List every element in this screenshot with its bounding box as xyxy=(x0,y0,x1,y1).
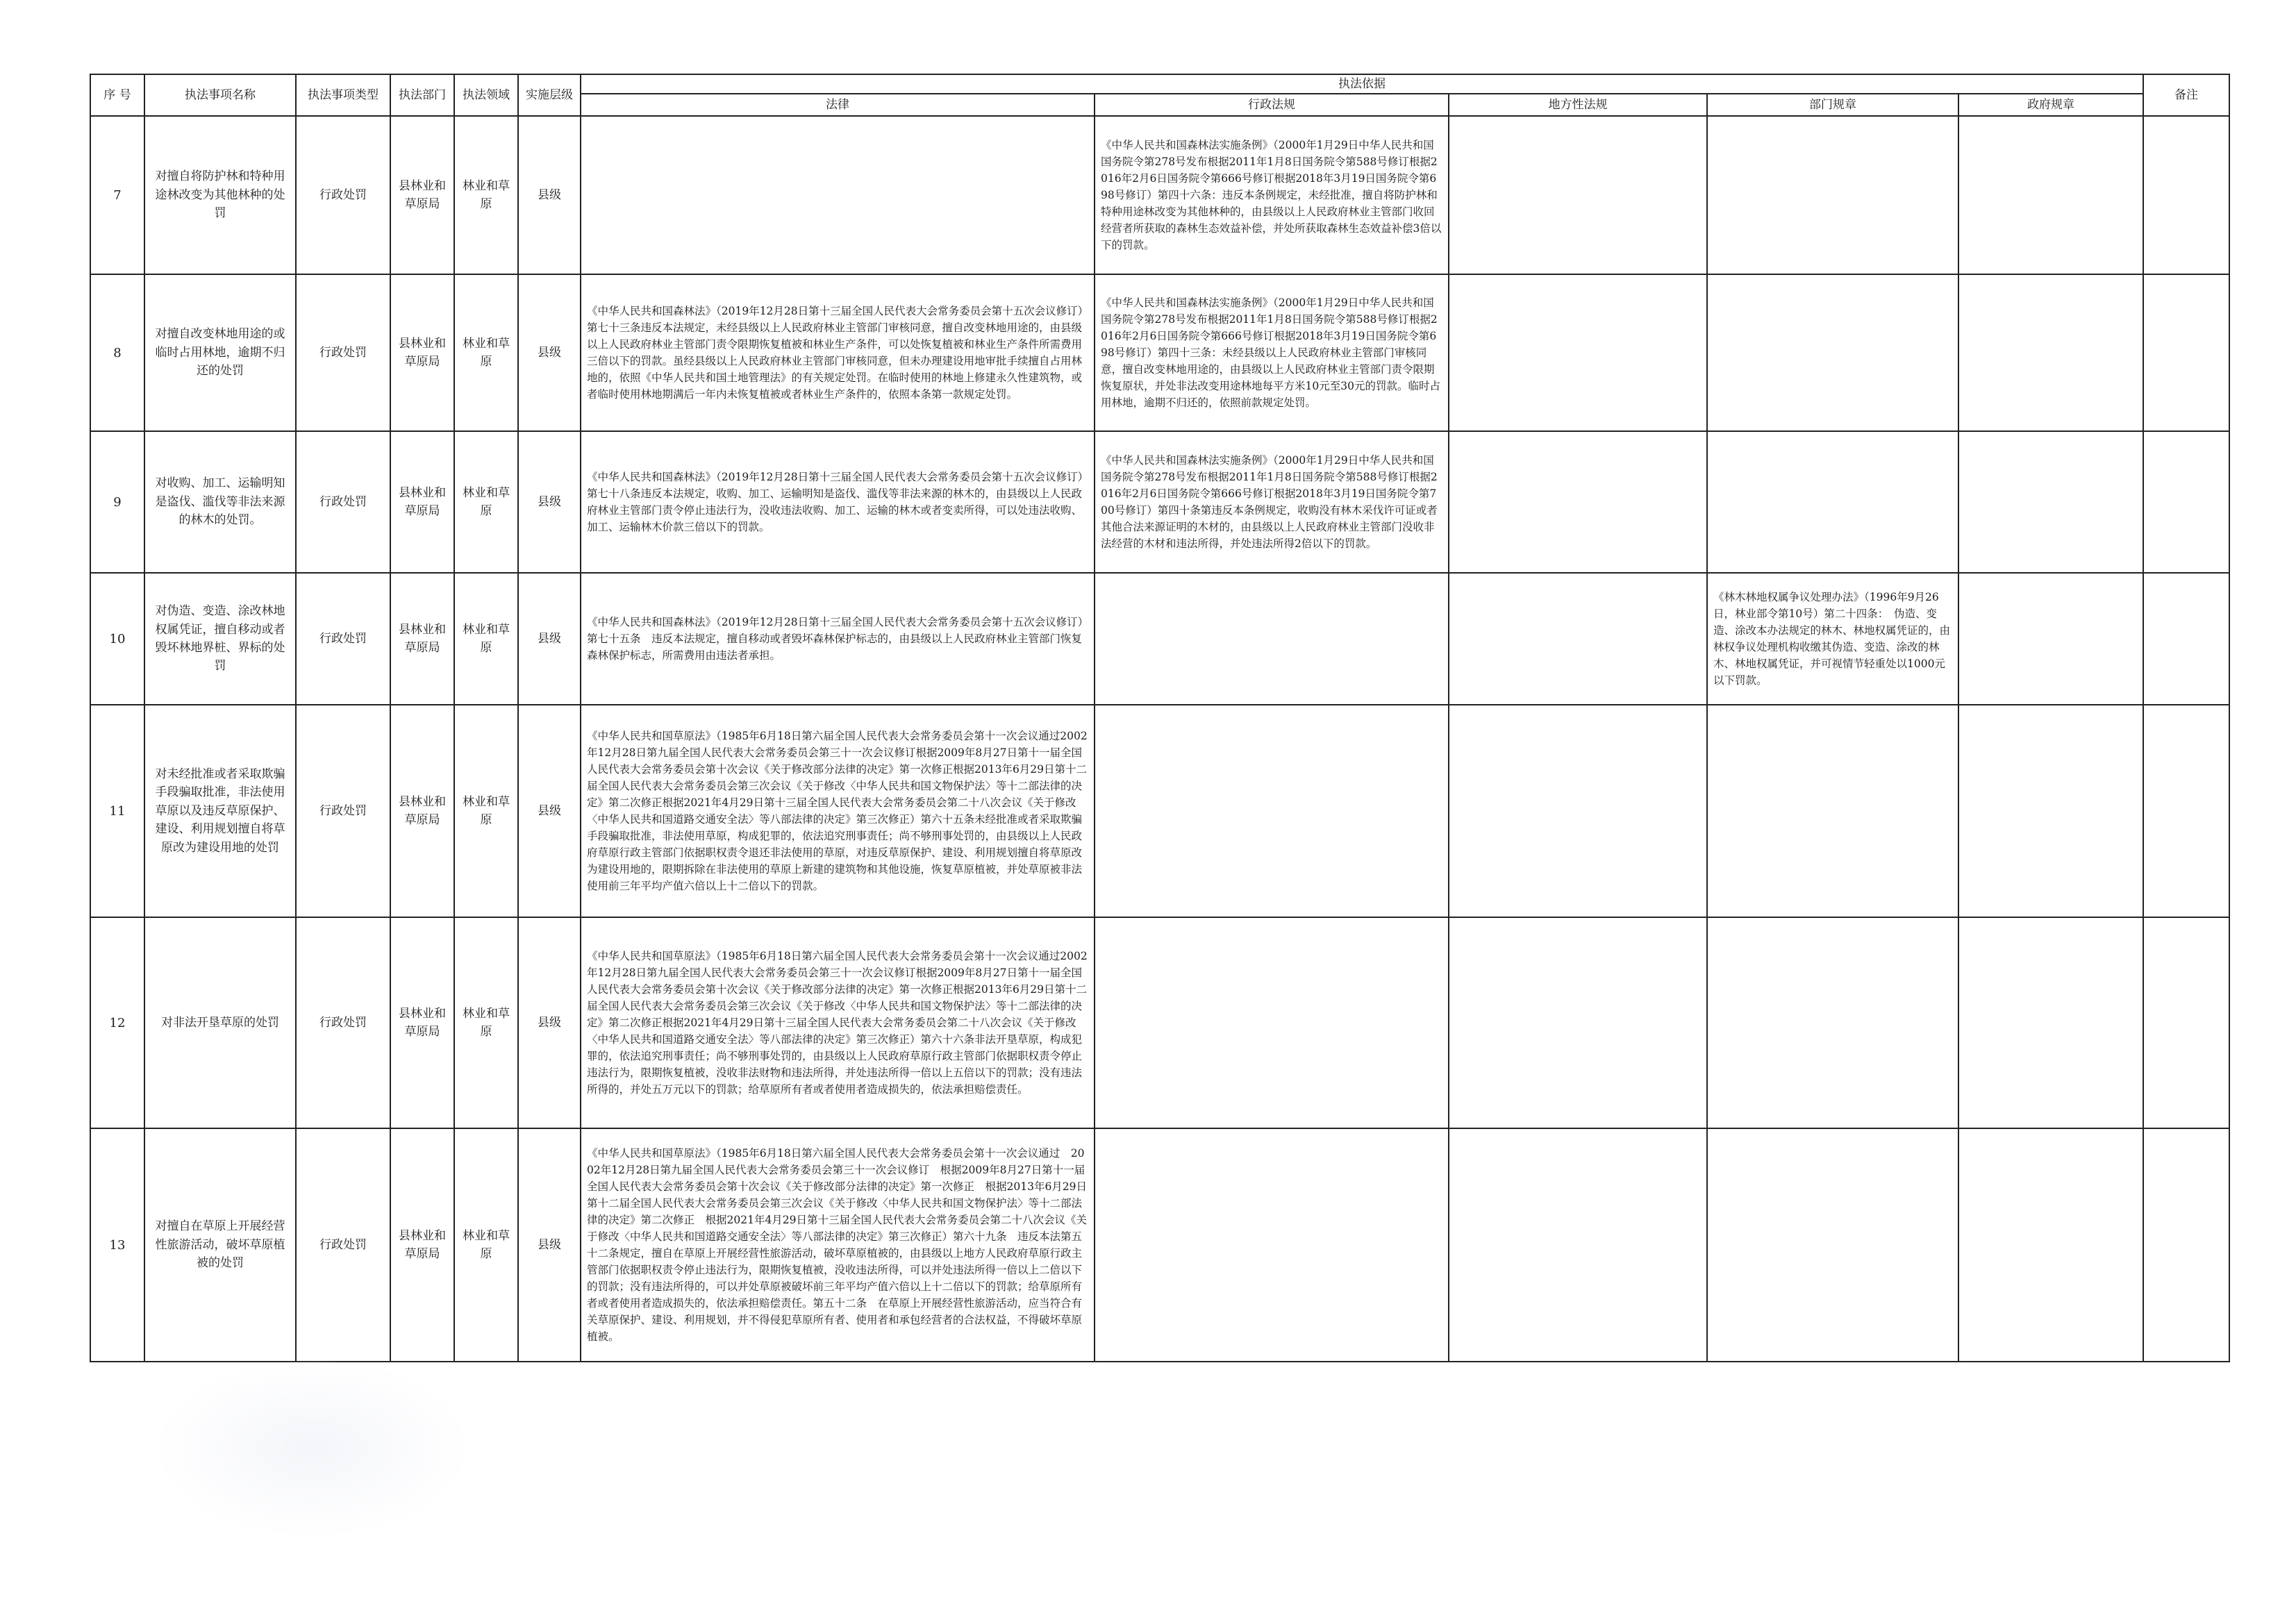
cell-level: 县级 xyxy=(518,274,581,431)
cell-dept-rule xyxy=(1707,274,1958,431)
cell-seq: 7 xyxy=(90,116,144,274)
cell-seq: 9 xyxy=(90,431,144,573)
table-row xyxy=(90,573,2229,705)
cell-seq: 8 xyxy=(90,274,144,431)
cell-law: 《中华人民共和国森林法》（2019年12月28日第十三届全国人民代表大会常务委员会第十五次会议修订）第七十三条违反本法规定，未经县级以上人民政府林业主管部门审核同意，擅自改变林地用途的，由县级以上人民政府林业主管部门责令限期恢复植被和林业生产条件，可以处恢复植被和林业生产条件所需费用三倍以下的罚款。虽经县级以上人民政府林业主管部门审核同意，但未办理建设用地审批手续擅自占用林地的，依照《中华人民共和国土地管理法》的有关规定处罚。在临时使用的林地上修建永久性建筑物，或者临时使用林地期满后一年内未恢复植被或者林业生产条件的，依照本条第一款规定处罚。 xyxy=(581,274,1095,431)
cell-gov-rule xyxy=(1958,274,2143,431)
cell-level: 县级 xyxy=(518,116,581,274)
cell-local-reg xyxy=(1449,431,1707,573)
cell-dept-rule xyxy=(1707,431,1958,573)
cell-dept: 县林业和草原局 xyxy=(390,1128,454,1362)
cell-seq: 11 xyxy=(90,705,144,917)
table-row xyxy=(90,274,2229,431)
cell-remark xyxy=(2143,116,2229,274)
cell-dept: 县林业和草原局 xyxy=(390,705,454,917)
cell-item-name: 对擅自改变林地用途的或临时占用林地，逾期不归还的处罚 xyxy=(144,274,296,431)
cell-field: 林业和草原 xyxy=(454,1128,518,1362)
faint-stamp-mark xyxy=(160,1361,465,1535)
table-row xyxy=(90,116,2229,274)
cell-remark xyxy=(2143,431,2229,573)
header-row-top xyxy=(90,74,2229,94)
cell-remark xyxy=(2143,705,2229,917)
cell-dept-rule: 《林木林地权属争议处理办法》（1996年9月26日，林业部令第10号）第二十四条： 伪造、变造、涂改本办法规定的林木、林地权属凭证的，由林权争议处理机构收缴其伪造、变造、涂改的林木、林地权属凭证，并可视情节轻重处以1000元以下罚款。 xyxy=(1707,573,1958,705)
cell-admin-reg xyxy=(1095,1128,1449,1362)
cell-field: 林业和草原 xyxy=(454,274,518,431)
cell-item-type: 行政处罚 xyxy=(296,116,390,274)
cell-admin-reg: 《中华人民共和国森林法实施条例》（2000年1月29日中华人民共和国国务院令第278号发布根据2011年1月8日国务院令第588号修订根据2016年2月6日国务院令第666号修订根据2018年3月19日国务院令第700号修订）第四十条第违反本条例规定，收购没有林木采伐许可证或者其他合法来源证明的木材的，由县级以上人民政府林业主管部门没收非法经营的木材和违法所得，并处违法所得2倍以下的罚款。 xyxy=(1095,431,1449,573)
cell-gov-rule xyxy=(1958,116,2143,274)
cell-law xyxy=(581,116,1095,274)
cell-item-name: 对非法开垦草原的处罚 xyxy=(144,917,296,1128)
cell-law: 《中华人民共和国草原法》（1985年6月18日第六届全国人民代表大会常务委员会第十一次会议通过2002年12月28日第九届全国人民代表大会常务委员会第三十一次会议修订根据2009年8月27日第十一届全国人民代表大会常务委员会第十次会议《关于修改部分法律的决定》第一次修正根据2013年6月29日第十二届全国人民代表大会常务委员会第三次会议《关于修改〈中华人民共和国文物保护法〉等十二部法律的决定》第二次修正根据2021年4月29日第十三届全国人民代表大会常务委员会第二十八次会议《关于修改〈中华人民共和国道路交通安全法〉等八部法律的决定》第三次修正）第六十六条非法开垦草原，构成犯罪的，依法追究刑事责任；尚不够刑事处罚的，由县级以上人民政府草原行政主管部门依据职权责令停止违法行为，限期恢复植被，没收非法财物和违法所得，并处违法所得一倍以上五倍以下的罚款；没有违法所得的，并处五万元以下的罚款；给草原所有者或者使用者造成损失的，依法承担赔偿责任。 xyxy=(581,917,1095,1128)
cell-admin-reg: 《中华人民共和国森林法实施条例》（2000年1月29日中华人民共和国国务院令第278号发布根据2011年1月8日国务院令第588号修订根据2016年2月6日国务院令第666号修订根据2018年3月19日国务院令第698号修订）第四十三条：未经县级以上人民政府林业主管部门审核同意，擅自改变林地用途的，由县级以上人民政府林业主管部门责令限期恢复原状，并处非法改变用途林地每平方米10元至30元的罚款。临时占用林地，逾期不归还的，依照前款规定处罚。 xyxy=(1095,274,1449,431)
header-level: 实施层级 xyxy=(518,74,581,116)
cell-remark xyxy=(2143,1128,2229,1362)
header-local-reg: 地方性法规 xyxy=(1449,94,1707,116)
table-row xyxy=(90,1128,2229,1362)
header-item-name: 执法事项名称 xyxy=(144,74,296,116)
cell-admin-reg xyxy=(1095,705,1449,917)
cell-level: 县级 xyxy=(518,573,581,705)
cell-field: 林业和草原 xyxy=(454,431,518,573)
cell-dept-rule xyxy=(1707,917,1958,1128)
header-gov-rule: 政府规章 xyxy=(1958,94,2143,116)
table-row xyxy=(90,431,2229,573)
cell-dept: 县林业和草原局 xyxy=(390,917,454,1128)
cell-remark xyxy=(2143,274,2229,431)
cell-level: 县级 xyxy=(518,917,581,1128)
cell-item-name: 对未经批准或者采取欺骗手段骗取批准，非法使用草原以及违反草原保护、建设、利用规划擅自将草原改为建设用地的处罚 xyxy=(144,705,296,917)
cell-law: 《中华人民共和国草原法》（1985年6月18日第六届全国人民代表大会常务委员会第十一次会议通过 2002年12月28日第九届全国人民代表大会常务委员会第三十一次会议修订 根据2009年8月27日第十一届全国人民代表大会常务委员会第十次会议《关于修改部分法律的决定》第一次修正 根据2013年6月29日第十二届全国人民代表大会常务委员会第三次会议《关于修改〈中华人民共和国文物保护法〉等十二部法律的决定》第二次修正 根据2021年4月29日第十三届全国人民代表大会常务委员会第二十八次会议《关于修改〈中华人民共和国道路交通安全法〉等八部法律的决定》第三次修正）第六十九条 违反本法第五十二条规定，擅自在草原上开展经营性旅游活动，破坏草原植被的，由县级以上地方人民政府草原行政主管部门依据职权责令停止违法行为，限期恢复植被，没收违法所得，可以并处违法所得一倍以上二倍以下的罚款；没有违法所得的，可以并处草原被破坏前三年平均产值六倍以上十二倍以下的罚款；给草原所有者或者使用者造成损失的，依法承担赔偿责任。第五十二条 在草原上开展经营性旅游活动，应当符合有关草原保护、建设、利用规划，并不得侵犯草原所有者、使用者和承包经营者的合法权益，不得破坏草原植被。 xyxy=(581,1128,1095,1362)
cell-dept: 县林业和草原局 xyxy=(390,431,454,573)
cell-item-type: 行政处罚 xyxy=(296,274,390,431)
cell-level: 县级 xyxy=(518,1128,581,1362)
cell-local-reg xyxy=(1449,573,1707,705)
cell-item-name: 对擅自将防护林和特种用途林改变为其他林种的处罚 xyxy=(144,116,296,274)
cell-local-reg xyxy=(1449,1128,1707,1362)
header-remark: 备注 xyxy=(2143,74,2229,116)
cell-seq: 12 xyxy=(90,917,144,1128)
cell-dept-rule xyxy=(1707,116,1958,274)
cell-item-type: 行政处罚 xyxy=(296,705,390,917)
enforcement-table xyxy=(90,74,2230,1362)
cell-field: 林业和草原 xyxy=(454,573,518,705)
header-seq: 序 号 xyxy=(90,74,144,116)
cell-seq: 13 xyxy=(90,1128,144,1362)
cell-field: 林业和草原 xyxy=(454,116,518,274)
cell-remark xyxy=(2143,917,2229,1128)
cell-admin-reg xyxy=(1095,917,1449,1128)
cell-field: 林业和草原 xyxy=(454,917,518,1128)
cell-dept: 县林业和草原局 xyxy=(390,274,454,431)
cell-dept-rule xyxy=(1707,1128,1958,1362)
cell-gov-rule xyxy=(1958,1128,2143,1362)
cell-gov-rule xyxy=(1958,917,2143,1128)
cell-gov-rule xyxy=(1958,573,2143,705)
header-dept: 执法部门 xyxy=(390,74,454,116)
cell-gov-rule xyxy=(1958,705,2143,917)
cell-item-type: 行政处罚 xyxy=(296,917,390,1128)
header-dept-rule: 部门规章 xyxy=(1707,94,1958,116)
table-row xyxy=(90,705,2229,917)
cell-gov-rule xyxy=(1958,431,2143,573)
cell-dept: 县林业和草原局 xyxy=(390,116,454,274)
cell-admin-reg xyxy=(1095,573,1449,705)
cell-local-reg xyxy=(1449,274,1707,431)
header-law: 法律 xyxy=(581,94,1095,116)
header-admin-reg: 行政法规 xyxy=(1095,94,1449,116)
cell-level: 县级 xyxy=(518,431,581,573)
cell-item-type: 行政处罚 xyxy=(296,431,390,573)
cell-dept: 县林业和草原局 xyxy=(390,573,454,705)
cell-dept-rule xyxy=(1707,705,1958,917)
cell-seq: 10 xyxy=(90,573,144,705)
cell-law: 《中华人民共和国森林法》（2019年12月28日第十三届全国人民代表大会常务委员会第十五次会议修订）第七十五条 违反本法规定，擅自移动或者毁坏森林保护标志的，由县级以上人民政府林业主管部门恢复森林保护标志，所需费用由违法者承担。 xyxy=(581,573,1095,705)
cell-item-name: 对伪造、变造、涂改林地权属凭证，擅自移动或者毁坏林地界桩、界标的处罚 xyxy=(144,573,296,705)
enforcement-table-sheet xyxy=(90,74,2229,1362)
cell-law: 《中华人民共和国草原法》（1985年6月18日第六届全国人民代表大会常务委员会第十一次会议通过2002年12月28日第九届全国人民代表大会常务委员会第三十一次会议修订根据2009年8月27日第十一届全国人民代表大会常务委员会第十次会议《关于修改部分法律的决定》第一次修正根据2013年6月29日第十二届全国人民代表大会常务委员会第三次会议《关于修改〈中华人民共和国文物保护法〉等十二部法律的决定》第二次修正根据2021年4月29日第十三届全国人民代表大会常务委员会第二十八次会议《关于修改〈中华人民共和国道路交通安全法〉等八部法律的决定》第三次修正）第六十五条未经批准或者采取欺骗手段骗取批准，非法使用草原，构成犯罪的，依法追究刑事责任；尚不够刑事处罚的，由县级以上人民政府草原行政主管部门依据职权责令退还非法使用的草原，对违反草原保护、建设、利用规划擅自将草原改为建设用地的，限期拆除在非法使用的草原上新建的建筑物和其他设施，恢复草原植被，并处草原被非法使用前三年平均产值六倍以上十二倍以下的罚款。 xyxy=(581,705,1095,917)
cell-level: 县级 xyxy=(518,705,581,917)
table-row xyxy=(90,917,2229,1128)
cell-item-name: 对收购、加工、运输明知是盗伐、滥伐等非法来源的林木的处罚。 xyxy=(144,431,296,573)
cell-local-reg xyxy=(1449,917,1707,1128)
cell-admin-reg: 《中华人民共和国森林法实施条例》（2000年1月29日中华人民共和国国务院令第278号发布根据2011年1月8日国务院令第588号修订根据2016年2月6日国务院令第666号修订根据2018年3月19日国务院令第698号修订）第四十六条：违反本条例规定，未经批准，擅自将防护林和特种用途林改变为其他林种的，由县级以上人民政府林业主管部门收回经营者所获取的森林生态效益补偿，并处所获取森林生态效益补偿3倍以下的罚款。 xyxy=(1095,116,1449,274)
cell-field: 林业和草原 xyxy=(454,705,518,917)
header-basis: 执法依据 xyxy=(581,74,2143,94)
header-field: 执法领域 xyxy=(454,74,518,116)
cell-item-type: 行政处罚 xyxy=(296,1128,390,1362)
cell-local-reg xyxy=(1449,705,1707,917)
cell-item-type: 行政处罚 xyxy=(296,573,390,705)
cell-remark xyxy=(2143,573,2229,705)
header-item-type: 执法事项类型 xyxy=(296,74,390,116)
cell-law: 《中华人民共和国森林法》（2019年12月28日第十三届全国人民代表大会常务委员会第十五次会议修订）第七十八条违反本法规定，收购、加工、运输明知是盗伐、滥伐等非法来源的林木的，由县级以上人民政府林业主管部门责令停止违法行为，没收违法收购、加工、运输的林木或者变卖所得，可以处违法收购、加工、运输林木价款三倍以下的罚款。 xyxy=(581,431,1095,573)
cell-local-reg xyxy=(1449,116,1707,274)
cell-item-name: 对擅自在草原上开展经营性旅游活动，破坏草原植被的处罚 xyxy=(144,1128,296,1362)
